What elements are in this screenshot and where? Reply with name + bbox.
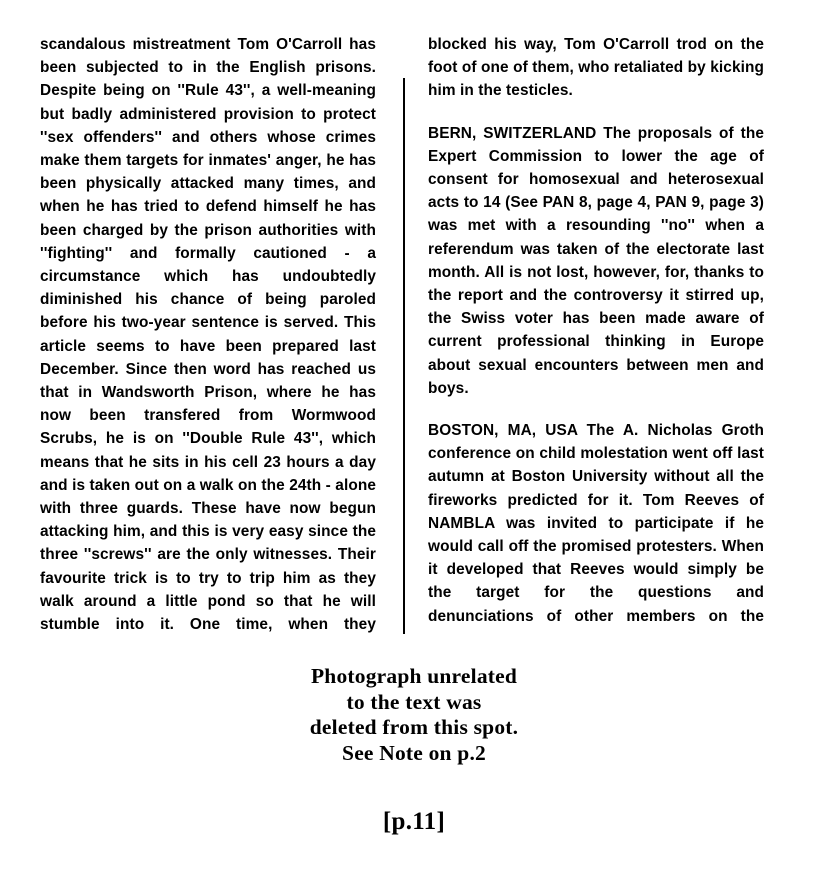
paragraph-right-2-bern-switzerland: BERN, SWITZERLAND The proposals of the Expert Commission to lower the age of consent for homosexual and heterosexual acts to 14 (See PAN 8, page 4, PAN 9, page 3) was met with a resounding ''no'' when a referendum was taken of the electorate last month. All is not lost, however, for, thanks to the report and the controversy it stirred up, the Swiss voter has been made aware of current professional thinking in Europe about sexual encounters between men and boys. [428, 124, 764, 397]
photo-note-line-1: Photograph unrelated [310, 664, 518, 688]
photo-note-line-2: to the text was [346, 689, 482, 714]
paragraph-right-3-boston-ma-usa: BOSTON, MA, USA The A. Nicholas Groth conference on child molestation went off last autumn at Boston University without all the fireworks predicted for it. Tom Reeves of NAMBLA was invited to participate if he would call off the promised protesters. When it developed that Reeves would simply be the target for the questions and denunciations of other members on the [428, 422, 764, 625]
column-divider-rule [403, 78, 405, 634]
photo-note-line-4: See Note on p.2 [342, 740, 486, 765]
deleted-photograph-note [0, 664, 828, 766]
page-number-marker: [p.11] [382, 808, 446, 835]
article-column-right [428, 33, 764, 651]
article-columns [0, 33, 828, 634]
paragraph-left-1: scandalous mistreatment Tom O'Carroll has been subjected to in the English prisons. Despite being on ''Rule 43'', a well-meaning but badly administered provision to protect ''sex offenders'' and others whose crimes make them targets for inmates' anger, he has been physically attacked many times, and when he has tried to defend himself he has been charged by the prison authorities with ''fighting'' and formally cautioned - a circumstance which has undoubtedly diminished his chance of being paroled before his two-year sentence is served. This article seems to have been prepared last December. Since then word has reached us that in Wandsworth Prison, where he has now been transfered from Wormwood Scrubs, he is on ''Double Rule 43'', which means that he sits in his cell 23 hours a day and is taken out on a walk on the 24th - alone with three guards. These have now begun attacking him, and this is very easy since the three ''screws'' are the only witnesses. Their favourite trick is to try to trip him as they walk around a little pond so that he will stumble into it. One time, when they [40, 36, 376, 634]
article-column-left [40, 33, 376, 659]
paragraph-right-1: blocked his way, Tom O'Carroll trod on the foot of one of them, who retaliated by kicking him in the testicles. [428, 36, 764, 100]
photo-note-line-3: deleted from this spot. [309, 715, 519, 739]
